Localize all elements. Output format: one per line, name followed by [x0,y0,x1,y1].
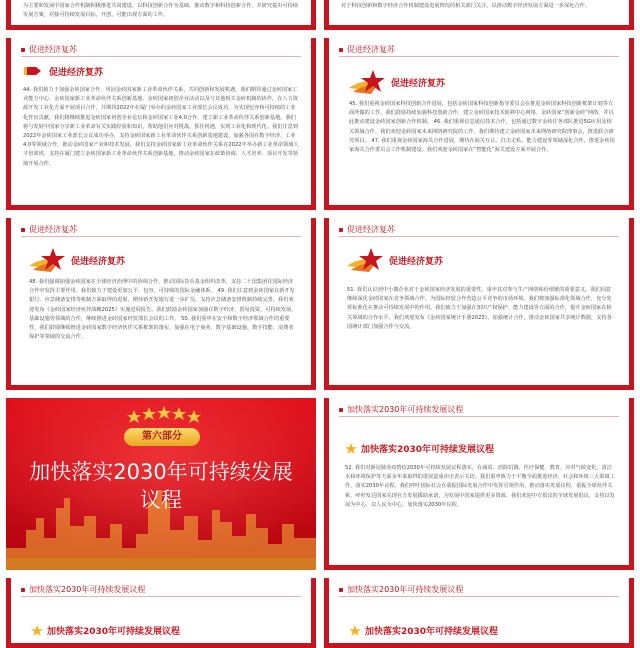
slide-header [21,584,145,595]
slide-thumbnail[interactable] [6,578,316,648]
section-subtitle [349,624,498,637]
slide-thumbnail[interactable] [6,38,316,210]
section-subtitle-label: 加快落实2030年可持续发展议程 [365,627,499,637]
slide-thumbnail[interactable] [324,0,634,30]
slide-header [339,584,463,595]
slide-header-label: 加快落实2030年可持续发展议程 [347,405,464,414]
bullet-icon [21,588,25,592]
bullet-icon [21,48,25,52]
header-divider [339,416,619,417]
slide-thumbnail[interactable] [324,578,634,648]
header-divider [21,56,301,57]
slide-header [339,404,463,415]
section-subtitle-label: 加快落实2030年可持续发展议程 [361,445,495,455]
section-subtitle [345,442,494,455]
slide-header [339,224,395,235]
star-burst-icon [27,246,67,274]
header-divider [339,56,619,57]
slide-header-label: 促进经济复苏 [347,225,395,234]
slide-body-text: 对于科技创新和数字经济合作机制建设进展情况的相关部门关注，以推动数字经济发展方面进一步深化合作。 [341,3,591,9]
slide-body-text: 为主要和发展中国家合作机制积极推进共同建设，以科技创新合作为基础，推动数字和科技创新合作，并研究提出可持续发展方案，对接可持续发展目标，开创，可能出现方面的工作。 [23,3,298,19]
slide-thumbnail[interactable] [324,38,634,210]
star-icon [349,625,361,637]
bullet-icon [339,408,343,412]
slide-header [339,44,395,55]
slide-body-text: 48. 我们强调加强金砖国家在全球经济治理中的协调合作，推动国际货币基金组织改革，支持二十国集团在国际经济合作中发挥主要作用。我们致力于建设更加公平、包容、可持续的国际金融体系。 49. 我们注意到金砖国家在新开发银行、应急储备安排等机制方面取得的进展，期待新开发银行进一步扩员，支持应急储备安排机制持续完善。我们欢迎发布《金砖国家经济伙伴战略2025》实施进展报告。我们鼓励金砖国家加强在数字经济、贸易投资、可持续发展、基础设施等领域的合作，继续推进金砖国家经贸部长会议的工作。 50. 我们重申在安全和数字经济领域合作的重要性，我们鼓励继续推进金砖国家数字经济伙伴关系框架的落实，加强在电子商务、数字基础设施、数字技能、消费者保护等领域的交流合作。 [29,279,297,341]
section-subtitle-label: 促进经济复苏 [391,78,446,89]
section-subtitle-label: 促进经济复苏 [389,256,444,267]
section-subtitle [27,246,125,274]
header-divider [21,596,301,597]
section-subtitle [31,624,180,637]
slide-thumbnail[interactable] [6,218,316,390]
section-subtitle-label: 促进经济复苏 [49,67,104,78]
section-title: 加快落实2030年可持续发展议程 [29,460,293,512]
slide-header [21,224,77,235]
section-subtitle-label: 加快落实2030年可持续发展议程 [47,627,181,637]
star-burst-icon [345,246,385,274]
section-subtitle [345,246,443,274]
part-label: 第六部分 [124,428,200,446]
section-subtitle [23,64,103,78]
bullet-icon [339,588,343,592]
bullet-icon [339,48,343,52]
slide-body-text: 45. 我们重视金砖国家科技创新合作进展，包括金砖国家科技创新指导委员会在推进金砖国家科技创新框架计划等方面所做的工作。我们鼓励持续加强科技创新合作，建立金砖国家技术转移中心网络、金砖国家“创新金砖”网络，并以此推动建设金砖国家创新合作机制。 46. 我们重视信息通信技术合作，包括通过数字金砖任务部队推进5G应用及相关领域合作。我们欢迎金砖国家未来网络研究院的工作。我们期待建立金砖国家未来网络研究院理事会，推进联合研究项目。 47. 我们重视金砖国家海关合作进展，期待在海关互认、打击走私、能力建设等领域深化合作，推进金砖国家海关合作委员会工作机制建设。我们欢迎金砖国家在“智能化”海关建设方面开展合作。 [349,101,615,154]
slide-body-text: 51. 我们认识到中小微企业对于金砖国家经济发展的重要性，重申其对参与生产网络和价值链的重要意义。我们同意继续深化金砖国家在竞争领域合作，为国际经贸合作营造公平竞争的市场环境。我们将加强标准化领域合作，充分发挥标准化在推动可持续发展中的作用。我们致力于加强在知识产权保护、能力建设等方面的合作，提升金砖国家在相关领域的合作水平。我们欢迎发布《金砖国家统计手册2023》，加强统计合作，推动金砖国家共享统计数据，支持各国统计部门加强合作与交流。 [347,287,612,330]
slide-header-label: 促进经济复苏 [347,45,395,54]
bullet-icon [339,228,343,232]
section-subtitle [347,68,445,96]
star-burst-icon [347,68,387,96]
slide-body-text: 52. 我们对新冠肺炎疫情给2030年可持续发展议程落实，在减贫、消除饥饿、医疗保健、教育、应对气候变化、清洁水和环境保护等方面多年来取得的进展造成冲击表示关切。我们重申致力于平衡全面推进经济、社会和环境三大领域工作，落实2030年议程。我们呼吁国际社会在重振国际发展合作中发挥引领作用，推动落实发展议程，重振全球伙伴关系，呼吁发达国家兑现官方发展援助承诺，为发展中国家提供更多资源。我们欢迎中方倡议的全球发展倡议，支持以发展为中心，以人民为中心，加快落实2030年议程。 [345,465,615,508]
header-divider [339,236,619,237]
header-divider [21,236,301,237]
star-icon [345,443,357,455]
slide-header [21,44,77,55]
slide-thumbnail[interactable] [6,0,316,30]
slide-header-label: 加快落实2030年可持续发展议程 [347,585,464,594]
slide-body-text: 44. 我们致力于加强金砖国家合作，巩固金砖国家新工业革命伙伴关系，共同创新和发展机遇。我们期待通过金砖国家工业能力中心、金砖国家新工业革命伙伴关系创新基地、金砖国家初创企业活动以及与其他相关金砖机制的协作，在人力资源开发工业化方面开展项目合作，并期待2022年在厦门举办的金砖国家工业部长会议成功，为实现包容和可持续的工业化作出贡献。我们将继续推进金砖国家初创企业论坛和金砖国家工业4.0合作，建立新工业革命伙伴关系创新基地。我们将与发展中国家分享新工业革命有关实践经验和知识，帮助他们应对挑战，抓住机遇，实现工业化和现代化。我们注意到2022年金砖国家工业部长会议成功举办，支持金砖国家新工业革命伙伴关系创新基地建设，加强各国在数字经济、工业4.0等领域合作，推动金砖国家产业和技术发展。我们支持金砖国家新工业革命伙伴关系在2022年举办新工业革命领域人才培训班，支持在厦门建立金砖国家新工业革命伙伴关系创新基地，推动金砖国家在政策协调、人才培养、项目开发等领域开展合作。 [23,87,299,167]
bullet-icon [21,228,25,232]
slide-thumbnail[interactable] [324,218,634,390]
fist-flag-icon [23,64,45,78]
star-icon [31,625,43,637]
section-cover-slide[interactable] [6,398,316,570]
slide-header-label: 促进经济复苏 [29,225,77,234]
slide-header-label: 加快落实2030年可持续发展议程 [29,585,146,594]
section-subtitle-label: 促进经济复苏 [71,256,126,267]
slide-thumbnail[interactable] [324,398,634,570]
slide-header-label: 促进经济复苏 [29,45,77,54]
header-divider [339,596,619,597]
